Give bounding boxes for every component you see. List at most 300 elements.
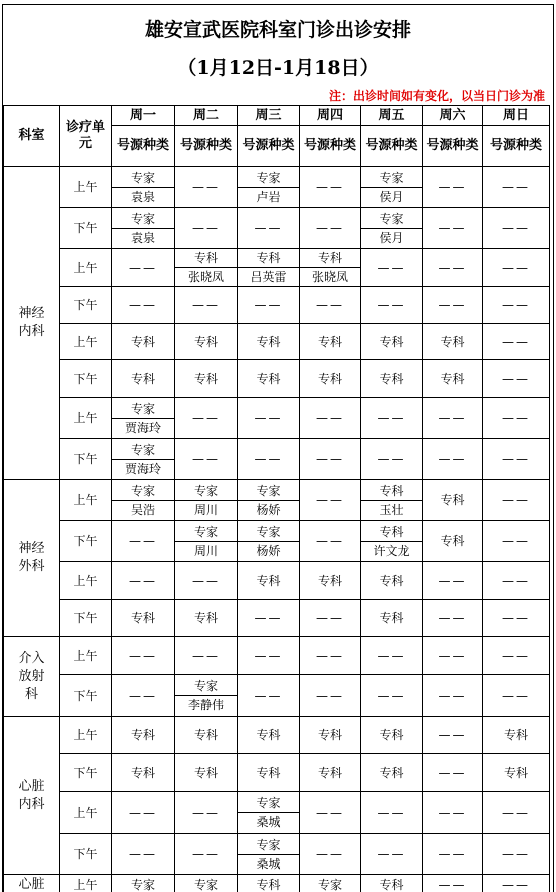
no-clinic-dash: —— (316, 847, 344, 861)
doctor-name: 杨娇 (238, 542, 299, 560)
no-clinic-dash: —— (316, 806, 344, 820)
schedule-cell (361, 208, 423, 249)
source-type: 专家 (131, 878, 155, 892)
no-clinic-dash: —— (502, 298, 530, 312)
no-clinic-dash: —— (192, 411, 220, 425)
schedule-cell (112, 637, 175, 675)
no-clinic-dash: —— (502, 221, 530, 235)
no-clinic-dash: —— (502, 335, 530, 349)
no-clinic-dash: —— (439, 728, 467, 742)
no-clinic-dash: —— (129, 261, 157, 275)
schedule-cell (175, 600, 238, 637)
schedule-cell (423, 521, 483, 562)
no-clinic-dash: —— (502, 180, 530, 194)
schedule-cell (423, 398, 483, 439)
no-clinic-dash: —— (502, 493, 530, 507)
schedule-cell (361, 287, 423, 324)
schedule-cell (175, 287, 238, 324)
schedule-cell (300, 167, 361, 208)
schedule-cell (300, 249, 361, 287)
schedule-cell (423, 754, 483, 792)
table-row (4, 754, 550, 792)
no-clinic-dash: —— (439, 611, 467, 625)
no-clinic-dash: —— (439, 452, 467, 466)
source-type: 专科 (256, 878, 280, 892)
table-row (4, 675, 550, 717)
dept-cell: 神经外科 (4, 480, 60, 637)
source-type: 专家 (238, 836, 299, 855)
page-title: 雄安宣武医院科室门诊出诊安排 (3, 15, 553, 42)
doctor-name: 袁泉 (112, 229, 174, 247)
table-row (4, 480, 550, 521)
schedule-cell (423, 208, 483, 249)
session-cell: 下午 (60, 675, 112, 717)
source-type: 专科 (318, 728, 342, 742)
schedule-table (3, 105, 550, 892)
no-clinic-dash: —— (255, 221, 283, 235)
schedule-cell (300, 834, 361, 875)
no-clinic-dash: —— (192, 847, 220, 861)
schedule-cell (112, 717, 175, 754)
session-cell: 上午 (60, 324, 112, 360)
session-cell: 下午 (60, 754, 112, 792)
no-clinic-dash: —— (502, 649, 530, 663)
source-type: 专科 (379, 335, 403, 349)
schedule-cell (175, 675, 238, 717)
no-clinic-dash: —— (192, 649, 220, 663)
schedule-cell (483, 398, 550, 439)
schedule-cell (238, 792, 300, 834)
schedule-cell (238, 480, 300, 521)
source-type: 专家 (175, 482, 237, 501)
table-row (4, 360, 550, 398)
schedule-cell (112, 834, 175, 875)
no-clinic-dash: —— (129, 298, 157, 312)
source-type: 专科 (379, 728, 403, 742)
source-type: 专科 (379, 372, 403, 386)
table-row (4, 324, 550, 360)
schedule-cell (175, 521, 238, 562)
schedule-cell (483, 717, 550, 754)
schedule-cell (483, 875, 550, 892)
schedule-cell (175, 792, 238, 834)
schedule-cell (361, 439, 423, 480)
schedule-cell (112, 360, 175, 398)
schedule-cell (361, 360, 423, 398)
table-row (4, 439, 550, 480)
schedule-cell (112, 875, 175, 892)
header-type: 号源种类 (423, 126, 483, 167)
schedule-cell (423, 717, 483, 754)
source-type: 专科 (194, 611, 218, 625)
source-type: 专科 (194, 766, 218, 780)
schedule-cell (361, 637, 423, 675)
schedule-cell (238, 754, 300, 792)
no-clinic-dash: —— (378, 261, 406, 275)
schedule-cell (112, 287, 175, 324)
source-type: 专家 (175, 523, 237, 542)
no-clinic-dash: —— (439, 649, 467, 663)
source-type: 专科 (300, 249, 360, 268)
schedule-cell (112, 249, 175, 287)
date-range: （1月12日-1月18日） (3, 53, 553, 80)
schedule-cell (238, 875, 300, 892)
session-cell: 下午 (60, 834, 112, 875)
no-clinic-dash: —— (378, 411, 406, 425)
schedule-cell (483, 360, 550, 398)
schedule-cell (300, 792, 361, 834)
schedule-cell (112, 562, 175, 600)
schedule-cell (300, 675, 361, 717)
source-type: 专科 (318, 372, 342, 386)
schedule-cell (423, 562, 483, 600)
no-clinic-dash: —— (439, 878, 467, 892)
source-type: 专科 (131, 611, 155, 625)
schedule-cell (483, 287, 550, 324)
schedule-cell (238, 600, 300, 637)
header-day: 周三 (238, 106, 300, 126)
doctor-name: 袁泉 (112, 188, 174, 206)
no-clinic-dash: —— (316, 411, 344, 425)
no-clinic-dash: —— (255, 298, 283, 312)
schedule-cell (175, 324, 238, 360)
no-clinic-dash: —— (439, 180, 467, 194)
schedule-cell (238, 562, 300, 600)
schedule-cell (423, 875, 483, 892)
source-type: 专科 (504, 728, 528, 742)
doctor-name: 许文龙 (361, 542, 422, 560)
header-type: 号源种类 (238, 126, 300, 167)
session-cell: 上午 (60, 249, 112, 287)
no-clinic-dash: —— (439, 221, 467, 235)
no-clinic-dash: —— (255, 611, 283, 625)
schedule-cell (361, 249, 423, 287)
schedule-cell (361, 521, 423, 562)
source-type: 专科 (379, 611, 403, 625)
source-type: 专科 (131, 372, 155, 386)
schedule-cell (238, 324, 300, 360)
no-clinic-dash: —— (192, 806, 220, 820)
schedule-cell (175, 754, 238, 792)
source-type: 专科 (379, 766, 403, 780)
no-clinic-dash: —— (129, 847, 157, 861)
header-dept: 科室 (4, 106, 60, 167)
schedule-cell (361, 398, 423, 439)
schedule-cell (175, 208, 238, 249)
session-cell: 下午 (60, 521, 112, 562)
no-clinic-dash: —— (439, 298, 467, 312)
schedule-cell (175, 637, 238, 675)
table-row (4, 792, 550, 834)
no-clinic-dash: —— (502, 847, 530, 861)
no-clinic-dash: —— (439, 847, 467, 861)
source-type: 专科 (440, 534, 464, 548)
header-type: 号源种类 (300, 126, 361, 167)
schedule-cell (112, 675, 175, 717)
source-type: 专科 (379, 574, 403, 588)
no-clinic-dash: —— (502, 411, 530, 425)
header-unit: 诊疗单元 (60, 106, 112, 167)
session-cell: 下午 (60, 600, 112, 637)
doctor-name: 张晓凤 (300, 268, 360, 286)
header-type: 号源种类 (483, 126, 550, 167)
no-clinic-dash: —— (316, 180, 344, 194)
no-clinic-dash: —— (502, 611, 530, 625)
no-clinic-dash: —— (439, 574, 467, 588)
source-type: 专家 (318, 878, 342, 892)
schedule-cell (112, 167, 175, 208)
no-clinic-dash: —— (192, 574, 220, 588)
schedule-cell (361, 754, 423, 792)
schedule-cell (361, 600, 423, 637)
source-type: 专家 (112, 441, 174, 460)
schedule-cell (361, 675, 423, 717)
no-clinic-dash: —— (129, 806, 157, 820)
schedule-cell (300, 439, 361, 480)
table-row (4, 521, 550, 562)
schedule-cell (238, 398, 300, 439)
schedule-cell (112, 754, 175, 792)
schedule-cell (300, 480, 361, 521)
source-type: 专科 (379, 878, 403, 892)
schedule-cell (238, 287, 300, 324)
no-clinic-dash: —— (502, 689, 530, 703)
schedule-cell (112, 208, 175, 249)
no-clinic-dash: —— (378, 298, 406, 312)
schedule-cell (175, 398, 238, 439)
source-type: 专科 (361, 482, 422, 501)
schedule-cell (483, 480, 550, 521)
header-type: 号源种类 (175, 126, 238, 167)
schedule-cell (238, 675, 300, 717)
source-type: 专家 (238, 523, 299, 542)
schedule-cell (483, 521, 550, 562)
source-type: 专科 (318, 574, 342, 588)
source-type: 专科 (440, 372, 464, 386)
table-row (4, 287, 550, 324)
header-day: 周一 (112, 106, 175, 126)
no-clinic-dash: —— (502, 574, 530, 588)
source-type: 专科 (440, 493, 464, 507)
source-type: 专科 (194, 335, 218, 349)
source-type: 专科 (256, 372, 280, 386)
header-day: 周五 (361, 106, 423, 126)
source-type: 专科 (194, 372, 218, 386)
no-clinic-dash: —— (439, 261, 467, 275)
schedule-cell (423, 834, 483, 875)
source-type: 专科 (238, 249, 299, 268)
doctor-name: 卢岩 (238, 188, 299, 206)
source-type: 专科 (256, 574, 280, 588)
schedule-cell (300, 600, 361, 637)
source-type: 专科 (256, 335, 280, 349)
no-clinic-dash: —— (502, 372, 530, 386)
schedule-cell (423, 480, 483, 521)
table-row (4, 600, 550, 637)
no-clinic-dash: —— (378, 847, 406, 861)
schedule-cell (483, 167, 550, 208)
doctor-name: 桑城 (238, 855, 299, 873)
schedule-cell (483, 600, 550, 637)
source-type: 专科 (504, 766, 528, 780)
schedule-cell (112, 521, 175, 562)
doctor-name: 张晓凤 (175, 268, 237, 286)
schedule-cell (361, 480, 423, 521)
schedule-cell (361, 167, 423, 208)
doctor-name: 吕英雷 (238, 268, 299, 286)
session-cell: 下午 (60, 360, 112, 398)
dept-cell: 心脏 (4, 875, 60, 892)
no-clinic-dash: —— (316, 649, 344, 663)
schedule-cell (112, 792, 175, 834)
session-cell: 上午 (60, 167, 112, 208)
schedule-cell (300, 521, 361, 562)
doctor-name: 周川 (175, 501, 237, 519)
schedule-cell (300, 562, 361, 600)
schedule-cell (175, 360, 238, 398)
no-clinic-dash: —— (378, 806, 406, 820)
source-type: 专家 (112, 400, 174, 419)
schedule-cell (423, 675, 483, 717)
no-clinic-dash: —— (502, 806, 530, 820)
schedule-cell (423, 324, 483, 360)
schedule-cell (175, 562, 238, 600)
schedule-note: 注：出诊时间如有变化，以当日门诊为准 (329, 87, 545, 104)
schedule-cell (483, 249, 550, 287)
schedule-cell (238, 834, 300, 875)
no-clinic-dash: —— (316, 221, 344, 235)
schedule-cell (238, 249, 300, 287)
header-day: 周二 (175, 106, 238, 126)
doctor-name: 贾海玲 (112, 460, 174, 478)
source-type: 专家 (112, 210, 174, 229)
schedule-cell (483, 675, 550, 717)
schedule-cell (175, 249, 238, 287)
no-clinic-dash: —— (378, 452, 406, 466)
no-clinic-dash: —— (316, 298, 344, 312)
session-cell: 下午 (60, 287, 112, 324)
no-clinic-dash: —— (502, 261, 530, 275)
schedule-cell (300, 208, 361, 249)
schedule-cell (423, 600, 483, 637)
source-type: 专科 (256, 728, 280, 742)
doctor-name: 侯月 (361, 229, 422, 247)
no-clinic-dash: —— (129, 649, 157, 663)
schedule-cell (423, 360, 483, 398)
source-type: 专科 (256, 766, 280, 780)
no-clinic-dash: —— (439, 806, 467, 820)
schedule-cell (300, 754, 361, 792)
doctor-name: 杨娇 (238, 501, 299, 519)
source-type: 专家 (175, 677, 237, 696)
no-clinic-dash: —— (192, 221, 220, 235)
no-clinic-dash: —— (129, 689, 157, 703)
table-row (4, 208, 550, 249)
doctor-name: 玉壮 (361, 501, 422, 519)
schedule-cell (423, 439, 483, 480)
schedule-cell (300, 875, 361, 892)
session-cell: 上午 (60, 875, 112, 892)
schedule-cell (300, 360, 361, 398)
no-clinic-dash: —— (316, 611, 344, 625)
session-cell: 上午 (60, 717, 112, 754)
schedule-cell (483, 637, 550, 675)
no-clinic-dash: —— (255, 452, 283, 466)
no-clinic-dash: —— (378, 649, 406, 663)
source-type: 专家 (238, 794, 299, 813)
schedule-cell (423, 249, 483, 287)
table-row (4, 637, 550, 675)
schedule-cell (483, 324, 550, 360)
doctor-name: 吴浩 (112, 501, 174, 519)
no-clinic-dash: —— (439, 411, 467, 425)
schedule-cell (300, 717, 361, 754)
schedule-cell (238, 717, 300, 754)
schedule-cell (112, 480, 175, 521)
session-cell: 上午 (60, 480, 112, 521)
header-type: 号源种类 (361, 126, 423, 167)
table-row (4, 249, 550, 287)
no-clinic-dash: —— (129, 534, 157, 548)
schedule-cell (238, 637, 300, 675)
source-type: 专家 (112, 482, 174, 501)
no-clinic-dash: —— (255, 689, 283, 703)
table-row (4, 717, 550, 754)
session-cell: 上午 (60, 562, 112, 600)
no-clinic-dash: —— (192, 298, 220, 312)
no-clinic-dash: —— (502, 452, 530, 466)
dept-cell: 介入放射科 (4, 637, 60, 717)
schedule-cell (238, 208, 300, 249)
schedule-cell (361, 717, 423, 754)
source-type: 专科 (318, 335, 342, 349)
table-row (4, 875, 550, 892)
no-clinic-dash: —— (439, 689, 467, 703)
schedule-cell (483, 834, 550, 875)
schedule-cell (175, 875, 238, 892)
session-cell: 上午 (60, 398, 112, 439)
schedule-cell (423, 637, 483, 675)
schedule-cell (361, 562, 423, 600)
no-clinic-dash: —— (502, 878, 530, 892)
schedule-cell (483, 754, 550, 792)
schedule-cell (112, 439, 175, 480)
dept-cell: 心脏内科 (4, 717, 60, 875)
no-clinic-dash: —— (255, 411, 283, 425)
schedule-cell (238, 167, 300, 208)
no-clinic-dash: —— (316, 493, 344, 507)
source-type: 专科 (318, 766, 342, 780)
schedule-cell (112, 324, 175, 360)
schedule-cell (175, 480, 238, 521)
source-type: 专科 (175, 249, 237, 268)
session-cell: 上午 (60, 792, 112, 834)
session-cell: 上午 (60, 637, 112, 675)
header-day: 周日 (483, 106, 550, 126)
no-clinic-dash: —— (129, 574, 157, 588)
schedule-cell (175, 717, 238, 754)
schedule-cell (300, 637, 361, 675)
header-day: 周四 (300, 106, 361, 126)
header-type: 号源种类 (112, 126, 175, 167)
session-cell: 下午 (60, 439, 112, 480)
table-row (4, 167, 550, 208)
source-type: 专家 (112, 169, 174, 188)
source-type: 专科 (131, 335, 155, 349)
no-clinic-dash: —— (192, 452, 220, 466)
schedule-cell (112, 600, 175, 637)
header-day: 周六 (423, 106, 483, 126)
